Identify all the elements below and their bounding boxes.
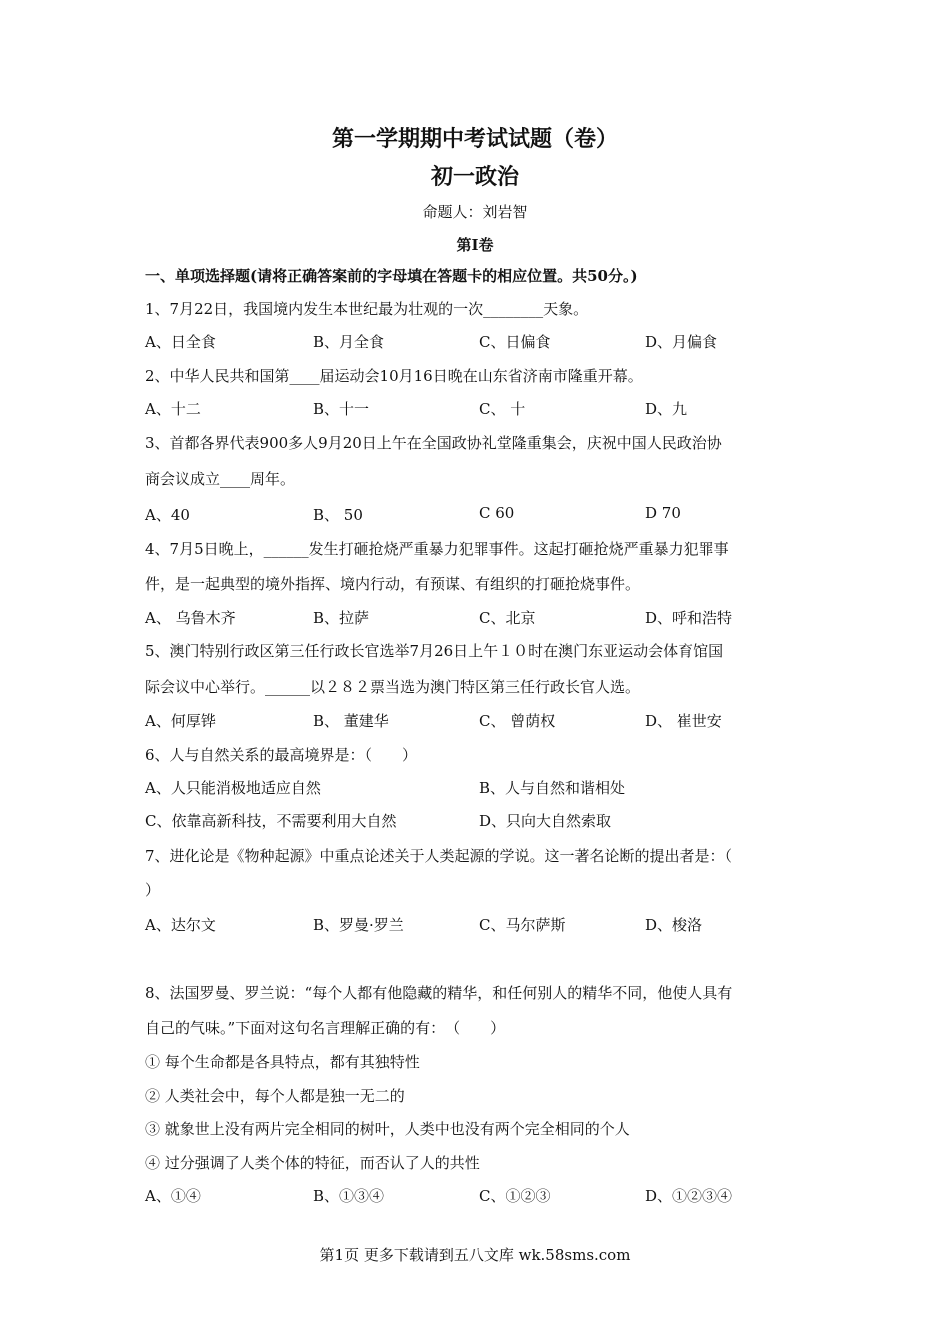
option-d: D、梭洛 [645,916,703,934]
question-6-options-row1 [145,777,810,799]
question-8-statement-3: ③ 就象世上没有两片完全相同的树叶，人类中也没有两个完全相同的个人 [145,1120,630,1138]
question-6-options-row2 [145,810,810,832]
option-d: D、呼和浩特 [645,609,733,627]
option-b: B、 董建华 [313,712,389,730]
question-5-text: 5、澳门特别行政区第三任行政长官选举7月26日上午１０时在澳门东亚运动会体育馆国 [145,642,724,660]
option-d: D、只向大自然索取 [479,812,612,830]
option-a: A、人只能消极地适应自然 [145,779,321,797]
option-c: C、 十 [479,400,526,418]
option-b: B、月全食 [313,333,385,351]
option-a: A、40 [145,506,190,524]
option-a: A、十二 [145,400,201,418]
option-c: C、 曾荫权 [479,712,556,730]
section-heading: 一、单项选择题(请将正确答案前的字母填在答题卡的相应位置。共50分。) [145,267,638,285]
option-c: C、①②③ [479,1187,551,1205]
option-c: C、马尔萨斯 [479,916,566,934]
option-d: D、 崔世安 [645,712,722,730]
option-b: B、拉萨 [313,609,370,627]
question-3-text: 3、首都各界代表900多人9月20日上午在全国政协礼堂隆重集会，庆祝中国人民政治协 [145,434,722,452]
exam-title: 第一学期期中考试试题（卷） [331,126,618,152]
question-1-text: 1、7月22日，我国境内发生本世纪最为壮观的一次________天象。 [145,300,589,318]
option-a: A、达尔文 [145,916,216,934]
question-7-text-cont: ） [145,881,161,899]
question-8-text-cont: 自己的气味。”下面对这句名言理解正确的有： （ ） [145,1019,506,1037]
option-b: B、罗曼·罗兰 [313,916,404,934]
question-4-options [145,607,810,629]
question-8-statement-2: ② 人类社会中，每个人都是独一无二的 [145,1087,405,1105]
option-c: C、北京 [479,609,536,627]
option-d: D、①②③④ [645,1187,733,1205]
question-6-text: 6、人与自然关系的最高境界是：（ ） [145,746,418,764]
option-d: D、月偏食 [645,333,718,351]
exam-author: 命题人：刘岩智 [422,203,528,221]
option-a: A、①④ [145,1187,201,1205]
option-c: C、依靠高新科技，不需要利用大自然 [145,812,397,830]
question-8-statement-4: ④ 过分强调了人类个体的特征，而否认了人的共性 [145,1154,480,1172]
option-b: B、①③④ [313,1187,385,1205]
question-8-text: 8、法国罗曼、罗兰说：“每个人都有他隐藏的精华，和任何别人的精华不同，他使人具有 [145,984,733,1002]
page-footer: 第1页 更多下载请到五八文库 wk.58sms.com [319,1246,631,1264]
option-a: A、日全食 [145,333,216,351]
option-b: B、 50 [313,506,363,524]
question-7-options [145,914,810,936]
question-4-text: 4、7月5日晚上，______发生打砸抢烧严重暴力犯罪事件。这起打砸抢烧严重暴力犯罪事 [145,540,729,558]
option-a: A、何厚铧 [145,712,216,730]
question-8-options [145,1185,810,1207]
question-7-text: 7、进化论是《物种起源》中重点论述关于人类起源的学说。这一著名论断的提出者是：（ [145,847,733,865]
question-1-options [145,331,810,353]
question-3-options [145,504,810,526]
option-d: D 70 [645,504,681,522]
question-5-text-cont: 际会议中心举行。______以２８２票当选为澳门特区第三任行政长官人选。 [145,678,641,696]
volume-heading: 第Ⅰ卷 [456,236,494,254]
option-c: C、日偏食 [479,333,551,351]
exam-subject: 初一政治 [430,164,519,190]
question-2-options [145,398,810,420]
option-b: B、人与自然和谐相处 [479,779,626,797]
question-4-text-cont: 件，是一起典型的境外指挥、境内行动，有预谋、有组织的打砸抢烧事件。 [145,575,641,593]
option-d: D、九 [645,400,688,418]
question-5-options [145,710,810,732]
question-3-text-cont: 商会议成立____周年。 [145,470,296,488]
question-2-text: 2、中华人民共和国第____届运动会10月16日晚在山东省济南市隆重开幕。 [145,367,643,385]
option-b: B、十一 [313,400,370,418]
option-a: A、 乌鲁木齐 [145,609,236,627]
question-8-statement-1: ① 每个生命都是各具特点，都有其独特性 [145,1053,420,1071]
option-c: C 60 [479,504,515,522]
